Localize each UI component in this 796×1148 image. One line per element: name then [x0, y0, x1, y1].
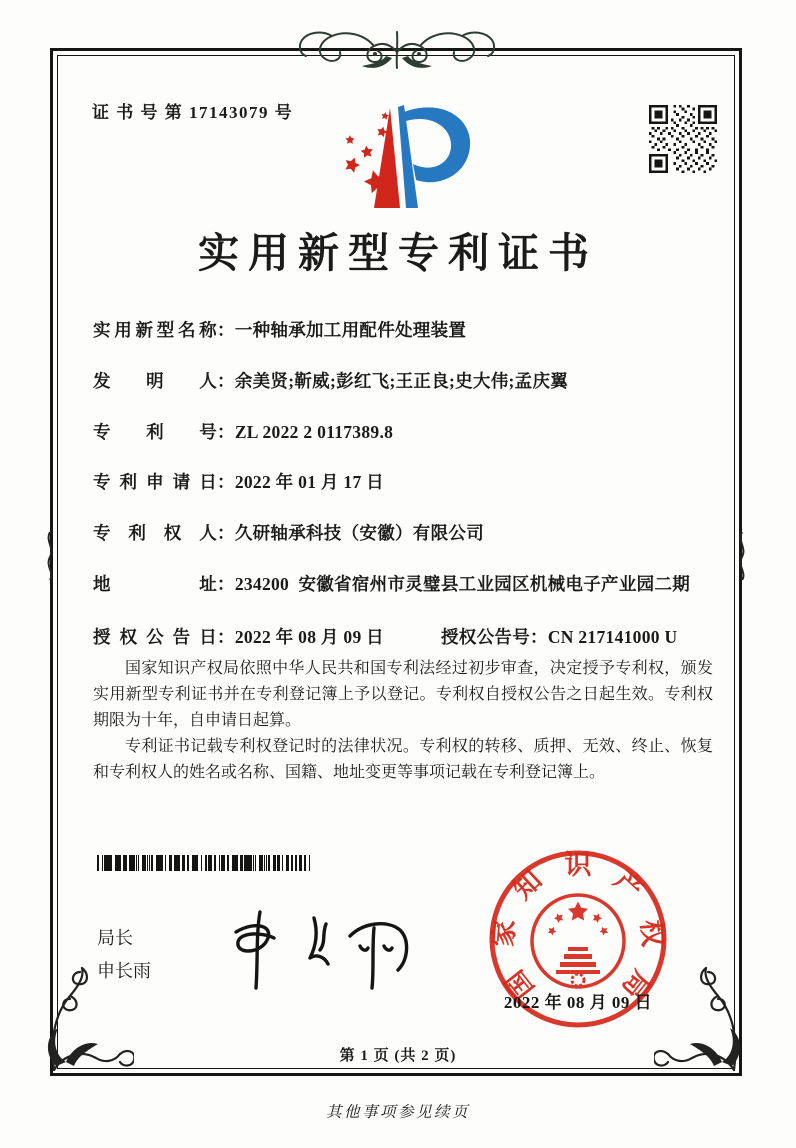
field-label: 专利号 [93, 422, 217, 442]
field-row-patentee [93, 520, 733, 547]
continuation-note: 其他事项参见续页 [325, 1104, 470, 1121]
qr-code-icon [648, 105, 718, 173]
legal-paragraph-2: 专利证书记载专利权登记时的法律状况。专利权的转移、质押、无效、终止、恢复和专利权人的姓名或名称、国籍、地址变更等事项记载在专利登记簿上。 [93, 738, 713, 781]
field-colon: ： [530, 627, 548, 647]
seal-char: 家 [488, 918, 521, 948]
legal-text [93, 656, 713, 786]
official-seal-icon [483, 846, 673, 1034]
certificate-number: 证 书 号 第 17143079 号 [92, 103, 294, 122]
barcode-icon [97, 855, 311, 871]
director-title: 局长 [97, 928, 133, 948]
field-label: 实用新型名称 [93, 320, 217, 340]
grant-date-value: 2022 年 08 月 09 日 [234, 627, 384, 647]
field-label: 专利权人 [93, 523, 217, 543]
cnipa-logo-icon [338, 102, 476, 220]
page-number: 第 1 页 (共 2 页) [339, 1048, 457, 1064]
director-signature-icon [222, 898, 427, 998]
grant-number-value: CN 217141000 U [547, 627, 678, 647]
field-colon: ： [217, 320, 235, 340]
field-row-filing-date [93, 469, 733, 496]
certificate-title: 实用新型专利证书 [198, 230, 598, 276]
field-value: 一种轴承加工用配件处理装置 [234, 320, 467, 340]
grant-number-pair [441, 624, 677, 651]
national-emblem-icon [532, 895, 624, 987]
seal-char: 产 [608, 864, 649, 906]
seal-char: 知 [507, 864, 548, 906]
field-label: 专利申请日 [93, 472, 217, 492]
seal-char: 权 [635, 918, 668, 948]
seal-char: 识 [564, 850, 592, 880]
field-label: 地址 [93, 574, 217, 594]
field-colon: ： [217, 574, 235, 594]
field-colon: ： [217, 523, 235, 543]
seal-char: 局 [616, 964, 657, 1005]
legal-paragraph-1: 国家知识产权局依照中华人民共和国专利法经过初步审查，决定授予专利权，颁发实用新型专利证书并在专利登记簿上予以登记。专利权自授权公告之日起生效。专利权期限为十年，自申请日起算。 [93, 660, 713, 729]
field-row-inventors [93, 368, 733, 395]
field-value: 余美贤;靳威;彭红飞;王正良;史大伟;孟庆翼 [234, 371, 569, 391]
field-colon: ： [217, 422, 235, 442]
border-ornament-right-icon [735, 532, 749, 580]
seal-date: 2022 年 08 月 09 日 [503, 993, 653, 1012]
field-value: 久研轴承科技（安徽）有限公司 [234, 523, 485, 543]
border-ornament-top-icon [292, 24, 502, 80]
field-colon: ： [217, 371, 235, 391]
director-block [97, 922, 151, 988]
director-name: 申长雨 [97, 961, 151, 981]
field-value: 234200 安徽省宿州市灵璧县工业园区机械电子产业园二期 [234, 574, 691, 594]
field-label: 发明人 [93, 371, 217, 391]
field-row-address [93, 571, 733, 598]
seal-char: 国 [499, 964, 540, 1005]
border-ornament-left-icon [43, 532, 57, 580]
field-colon: ： [217, 627, 235, 647]
field-value: 2022 年 01 月 17 日 [234, 472, 384, 492]
field-row-patent-number [93, 419, 733, 446]
field-row-name [93, 317, 733, 344]
field-row-grant [93, 624, 733, 651]
field-value: ZL 2022 2 0117389.8 [234, 422, 394, 442]
field-colon: ： [217, 472, 235, 492]
grant-number-label: 授权公告号 [441, 627, 530, 647]
grant-date-label: 授权公告日 [93, 627, 217, 647]
